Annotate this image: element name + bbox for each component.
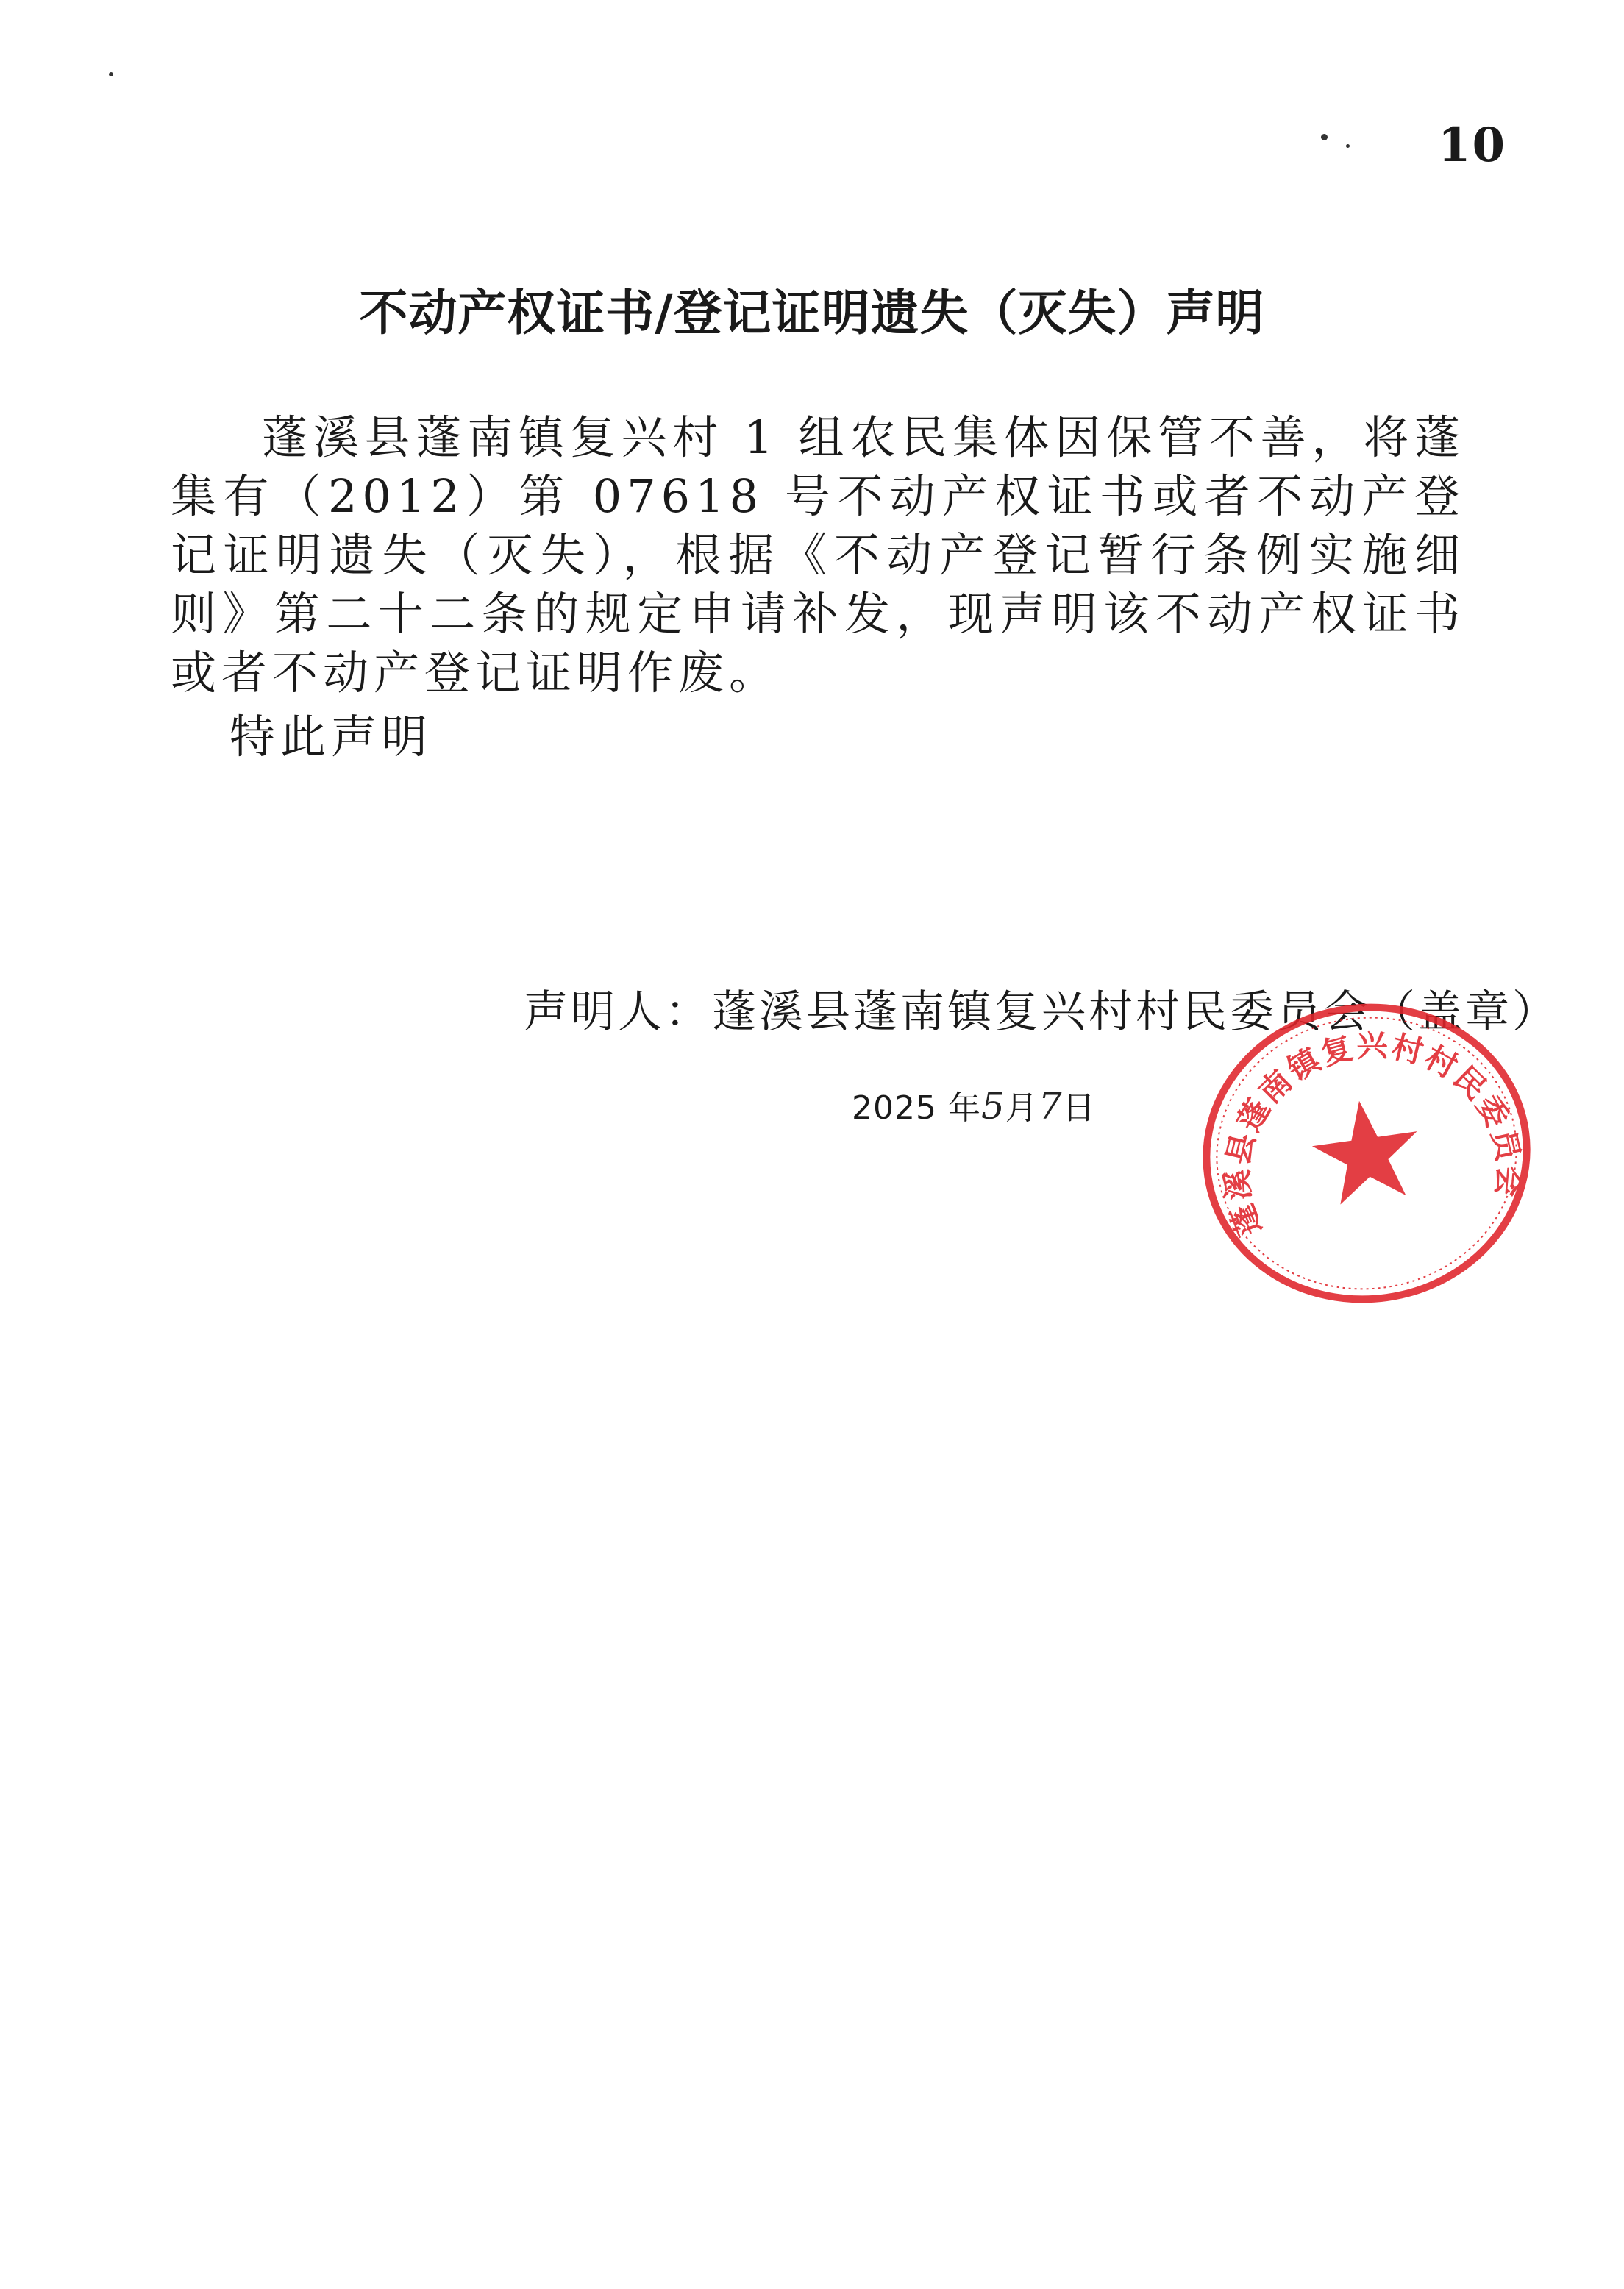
scan-speck (109, 72, 113, 76)
page-number: 10 (1438, 118, 1507, 173)
statement-body: 蓬溪县蓬南镇复兴村 1 组农民集体因保管不善，将蓬集有（2012）第 07618 号不动产权证书或者不动产登记证明遗失（灭失），根据《不动产登记暂行条例实施细则》第二十二条的规定申请补发，现声明该不动产权证书或者不动产登记证明作废。 (171, 410, 1465, 699)
seal-text-path: 蓬溪县蓬南镇复兴村村民委员会 (1219, 1027, 1528, 1242)
scan-speck (1346, 144, 1350, 148)
official-seal (1178, 977, 1556, 1330)
declarant-line: 声明人：蓬溪县蓬南镇复兴村村民委员会（盖章） (524, 986, 1559, 1038)
date-month: 5 (980, 1085, 1005, 1128)
closing-line: 特此声明 (229, 710, 433, 763)
seal-star-icon (1307, 1094, 1426, 1208)
date-year: 2025 (852, 1089, 937, 1127)
date-month-unit: 月 (1005, 1089, 1039, 1127)
document-title: 不动产权证书/登记证明遗失（灭失）声明 (359, 285, 1265, 341)
date-day: 7 (1038, 1085, 1063, 1128)
statement-date (852, 1081, 1096, 1128)
date-day-unit: 日 (1062, 1089, 1096, 1127)
scan-speck (1321, 134, 1328, 140)
date-year-unit: 年 (947, 1089, 981, 1127)
